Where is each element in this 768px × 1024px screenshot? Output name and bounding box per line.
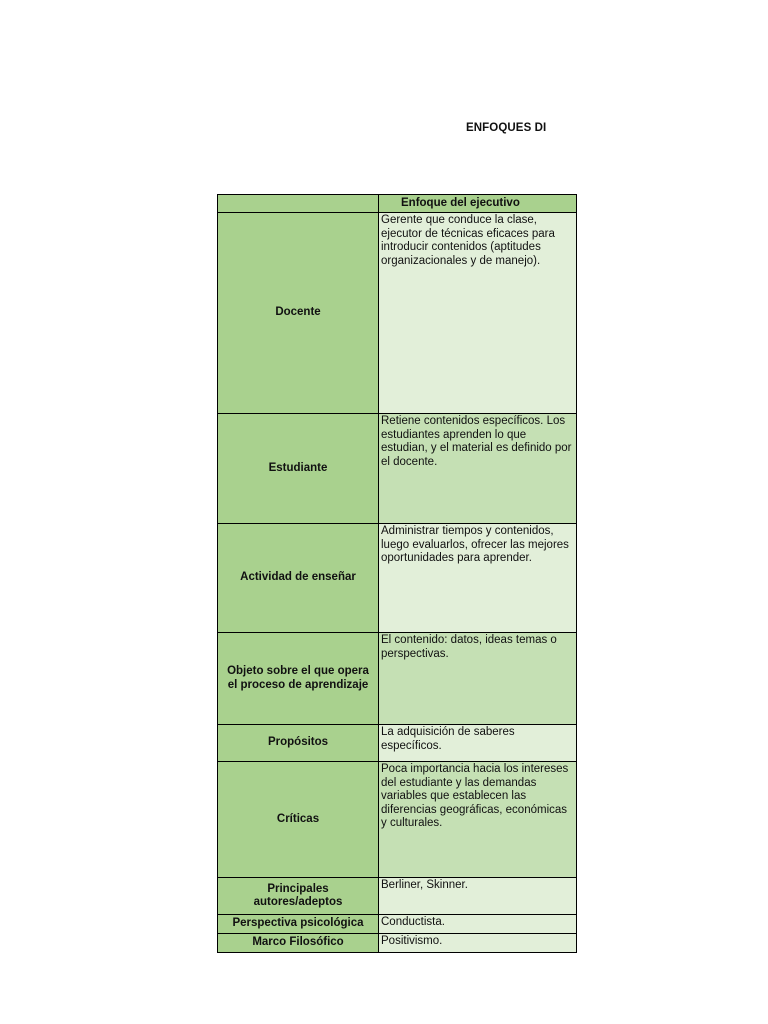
row-label: Propósitos: [218, 725, 379, 762]
row-content: Berliner, Skinner.: [379, 878, 577, 915]
row-content: El contenido: datos, ideas temas o perspectivas.: [379, 633, 577, 725]
table-row: [218, 524, 577, 633]
table-row: [218, 633, 577, 725]
row-content: Poca importancia hacia los intereses del estudiante y las demandas variables que establecen las diferencias geográficas, económicas y culturales.: [379, 762, 577, 878]
document-title: ENFOQUES DI: [466, 122, 547, 134]
row-label: Docente: [218, 213, 379, 414]
row-content: La adquisición de saberes específicos.: [379, 725, 577, 762]
row-content: Gerente que conduce la clase, ejecutor de técnicas eficaces para introducir contenidos (aptitudes organizacionales y de manejo).: [379, 213, 577, 414]
row-label: Actividad de enseñar: [218, 524, 379, 633]
table-row: [218, 213, 577, 414]
table-row: [218, 762, 577, 878]
row-label: Marco Filosófico: [218, 934, 379, 953]
row-label: Principales autores/adeptos: [218, 878, 379, 915]
table-row: [218, 725, 577, 762]
table-row: [218, 414, 577, 524]
table-row: [218, 915, 577, 934]
row-content: Administrar tiempos y contenidos, luego evaluarlos, ofrecer las mejores oportunidades para aprender.: [379, 524, 577, 633]
comparison-table-container: [217, 194, 572, 953]
comparison-table: [217, 194, 577, 953]
table-row: [218, 934, 577, 953]
row-label: Estudiante: [218, 414, 379, 524]
row-content: Retiene contenidos específicos. Los estudiantes aprenden lo que estudian, y el material es definido por el docente.: [379, 414, 577, 524]
row-content: Conductista.: [379, 915, 577, 934]
row-content: Positivismo.: [379, 934, 577, 953]
table-header-row: [218, 195, 577, 213]
row-label: Objeto sobre el que opera el proceso de aprendizaje: [218, 633, 379, 725]
column-header-ejecutivo: Enfoque del ejecutivo: [379, 195, 577, 213]
row-label: Perspectiva psicológica: [218, 915, 379, 934]
header-empty-cell: [218, 195, 379, 213]
row-label: Críticas: [218, 762, 379, 878]
table-row: [218, 878, 577, 915]
